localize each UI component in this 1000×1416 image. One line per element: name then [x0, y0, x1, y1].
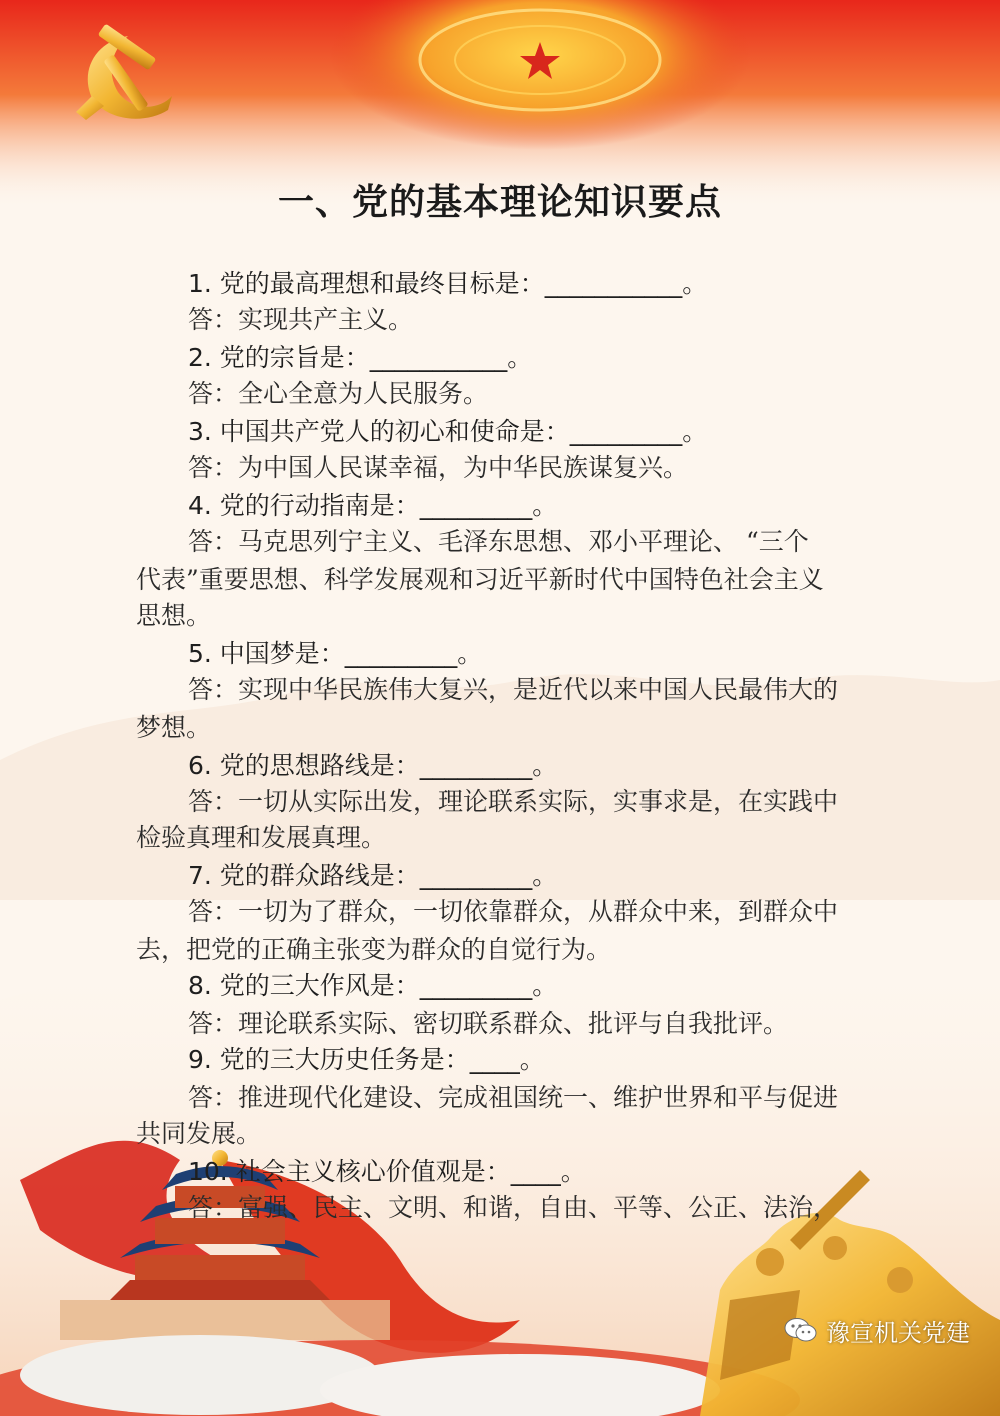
answer-line: 去，把党的正确主张变为群众的自觉行为。: [136, 935, 612, 964]
answer-line: 代表”重要思想、科学发展观和习近平新时代中国特色社会主义: [136, 565, 824, 594]
answer-line: 梦想。: [136, 713, 212, 742]
answer-line: 答：理论联系实际、密切联系群众、批评与自我批评。: [188, 1009, 789, 1038]
answer-line: 答：实现中华民族伟大复兴，是近代以来中国人民最伟大的: [188, 675, 839, 704]
question-line: 5. 中国梦是：_________。: [188, 639, 483, 668]
question-line: 4. 党的行动指南是：_________。: [188, 491, 558, 520]
question-line: 9. 党的三大历史任务是：____。: [188, 1045, 545, 1074]
watermark: [784, 1310, 970, 1350]
page-title: 一、党的基本理论知识要点: [277, 182, 722, 223]
question-line: 2. 党的宗旨是：___________。: [188, 343, 533, 372]
wechat-icon: [784, 1317, 818, 1343]
watermark-text: 豫宣机关党建: [826, 1318, 970, 1347]
answer-line: 共同发展。: [136, 1119, 262, 1148]
answer-line: 答：马克思列宁主义、毛泽东思想、邓小平理论、 “三个: [188, 527, 809, 556]
question-line: 6. 党的思想路线是：_________。: [188, 751, 558, 780]
question-line: 8. 党的三大作风是：_________。: [188, 971, 558, 1000]
answer-line: 答：实现共产主义。: [188, 305, 414, 334]
answer-line: 思想。: [136, 601, 212, 630]
question-line: 10. 社会主义核心价值观是：____。: [188, 1157, 586, 1186]
question-line: 7. 党的群众路线是：_________。: [188, 861, 558, 890]
answer-line: 答：一切从实际出发，理论联系实际，实事求是，在实践中: [188, 787, 839, 816]
question-line: 3. 中国共产党人的初心和使命是：_________。: [188, 417, 708, 446]
answer-line: 答：推进现代化建设、完成祖国统一、维护世界和平与促进: [188, 1083, 839, 1112]
answer-line: 答：全心全意为人民服务。: [188, 379, 489, 408]
answer-line: 答：为中国人民谋幸福，为中华民族谋复兴。: [188, 453, 689, 482]
question-line: 1. 党的最高理想和最终目标是：___________。: [188, 269, 708, 298]
answer-line: 答：富强、民主、文明、和谐，自由、平等、公正、法治，: [188, 1193, 839, 1222]
answer-line: 检验真理和发展真理。: [136, 823, 387, 852]
answer-line: 答：一切为了群众，一切依靠群众，从群众中来，到群众中: [188, 897, 839, 926]
